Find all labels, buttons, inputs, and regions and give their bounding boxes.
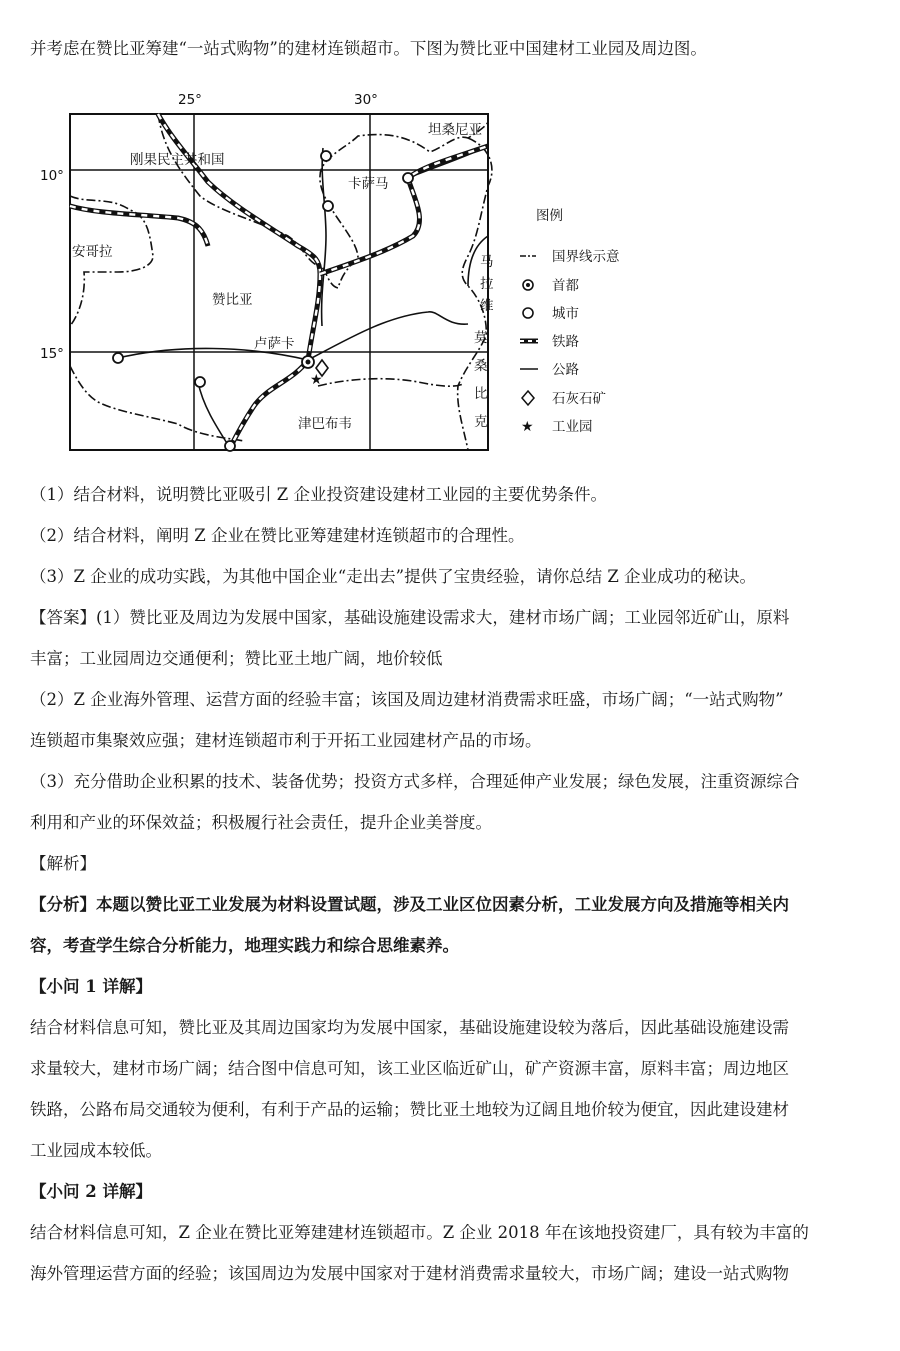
railway-drc-outer [158, 114, 320, 274]
sub2-heading: 【小问 2 详解】 [30, 1182, 152, 1201]
intro-text: 并考虑在赞比亚筹建“一站式购物”的建材连锁超市。下图为赞比亚中国建材工业园及周边图。 [30, 39, 707, 58]
label-mozambique-1: 莫 [474, 330, 488, 346]
legend-capital-label: 首都 [552, 278, 579, 294]
city-icon [403, 173, 413, 183]
label-zambia: 赞比亚 [212, 292, 253, 308]
analysis-heading: 【解析】 [30, 854, 96, 873]
map-legend [520, 208, 620, 435]
label-angola: 安哥拉 [72, 244, 113, 260]
answer-line-4: 连锁超市集聚效应强；建材连锁超市利于开拓工业园建材产品的市场。 [30, 731, 542, 750]
legend-city-label: 城市 [552, 306, 579, 322]
answer-line-1: 【答案】(1）赞比亚及周边为发展中国家，基础设施建设需求大，建材市场广阔；工业园邻近矿山，原料 [30, 608, 790, 627]
answer-line-6: 利用和产业的环保效益；积极履行社会责任，提升企业美誉度。 [30, 813, 492, 832]
road-north [322, 148, 326, 326]
label-mozambique-4: 克 [474, 414, 488, 430]
industrial-park-icon: ★ [310, 372, 323, 388]
question-3: （3）Z 企业的成功实践，为其他中国企业“走出去”提供了宝贵经验，请你总结 Z 企业成功的秘诀。 [30, 567, 757, 586]
answer-line-5: （3）充分借助企业积累的技术、装备优势；投资方式多样，合理延伸产业发展；绿色发展，注重资源综合 [30, 772, 800, 791]
label-drc: 刚果民主共和国 [130, 152, 225, 168]
road-east [308, 312, 468, 360]
border-drc-zambia [158, 114, 488, 288]
legend-park-label: 工业园 [552, 419, 593, 435]
lat-label-15: 15° [40, 346, 64, 362]
railway-angola-outer [70, 206, 208, 246]
legend-city-symbol [523, 308, 533, 318]
label-mozambique-3: 比 [474, 386, 488, 402]
question-1: （1）结合材料，说明赞比亚吸引 Z 企业投资建设建材工业园的主要优势条件。 [30, 485, 607, 504]
zambia-map [40, 86, 678, 458]
border-malawi-mozambique [458, 138, 492, 450]
question-2: （2）结合材料，阐明 Z 企业在赞比亚筹建建材连锁超市的合理性。 [30, 526, 525, 545]
legend-railway-label: 铁路 [552, 334, 579, 350]
answer-line-3: （2）Z 企业海外管理、运营方面的经验丰富；该国及周边建材消费需求旺盛，市场广阔；“一站式购物” [30, 690, 784, 709]
city-icon [113, 353, 123, 363]
label-kasama: 卡萨马 [348, 176, 389, 192]
label-malawi-1: 马 [480, 254, 494, 270]
sub1-line-4: 工业园成本较低。 [30, 1141, 162, 1160]
label-tanzania: 坦桑尼亚 [428, 122, 482, 138]
sub2-line-2: 海外管理运营方面的经验；该国周边为发展中国家对于建材消费需求量较大，市场广阔；建设一站式购物 [30, 1264, 789, 1283]
analysis-line-2: 容，考查学生综合分析能力，地理实践力和综合思维素养。 [30, 936, 459, 955]
sub1-heading: 【小问 1 详解】 [30, 977, 152, 996]
lat-label-10: 10° [40, 168, 64, 184]
legend-mine-symbol [522, 391, 534, 405]
legend-title: 图例 [536, 208, 563, 224]
road-lines [118, 146, 488, 448]
lon-label-25: 25° [178, 92, 202, 108]
label-lusaka: 卢萨卡 [254, 336, 295, 352]
legend-road-label: 公路 [552, 362, 579, 378]
city-icon [195, 377, 205, 387]
city-markers [113, 151, 413, 451]
sub1-line-2: 求量较大，建材市场广阔；结合图中信息可知，该工业区临近矿山，矿产资源丰富，原料丰富；周边地区 [30, 1059, 789, 1078]
city-icon [225, 441, 235, 451]
city-icon [323, 201, 333, 211]
label-mozambique-2: 桑 [474, 358, 488, 374]
sub2-line-1: 结合材料信息可知，Z 企业在赞比亚筹建建材连锁超市。Z 企业 2018 年在该地投资建厂，具有较为丰富的 [30, 1223, 809, 1242]
label-zimbabwe: 津巴布韦 [298, 416, 352, 432]
analysis-line-1: 【分析】本题以赞比亚工业发展为材料设置试题，涉及工业区位因素分析，工业发展方向及措施等相关内 [30, 895, 789, 914]
lon-label-30: 30° [354, 92, 378, 108]
label-malawi-2: 拉 [480, 276, 494, 292]
railway-tazara-inner [320, 146, 488, 274]
label-malawi-3: 维 [480, 298, 494, 314]
sub1-line-3: 铁路，公路布局交通较为便利，有利于产品的运输；赞比亚土地较为辽阔且地价较为便宜，因此建设建材 [30, 1100, 789, 1119]
railway-tazara-outer [320, 146, 488, 274]
legend-mine-label: 石灰石矿 [552, 391, 606, 407]
legend-park-symbol: ★ [521, 419, 534, 435]
sub1-line-1: 结合材料信息可知，赞比亚及其周边国家均为发展中国家，基础设施建设较为落后，因此基础设施建设需 [30, 1018, 789, 1037]
railway-drc-inner [158, 114, 320, 274]
legend-border-label: 国界线示意 [552, 249, 620, 265]
answer-line-2: 丰富；工业园周边交通便利；赞比亚土地广阔，地价较低 [30, 649, 443, 668]
capital-icon [302, 356, 314, 368]
border-zimbabwe [318, 379, 463, 386]
city-icon [321, 151, 331, 161]
